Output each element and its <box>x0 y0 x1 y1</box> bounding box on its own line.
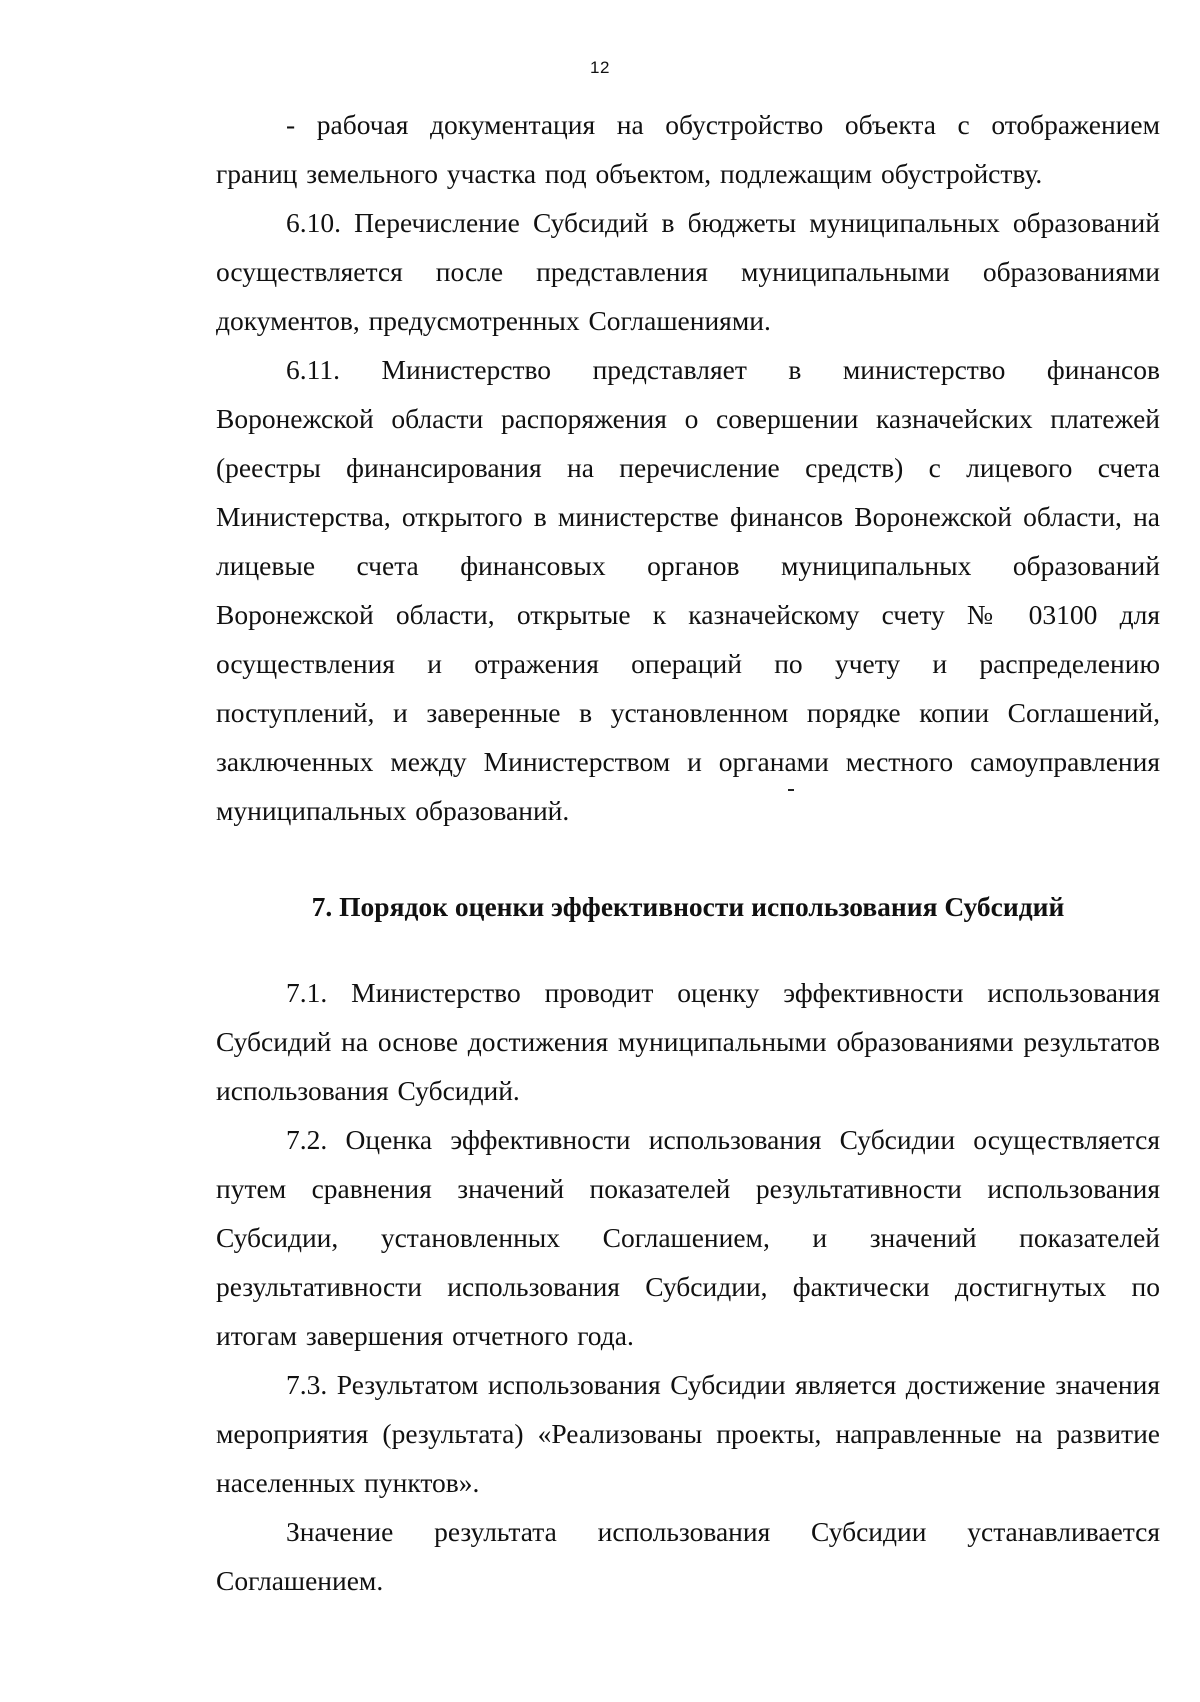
paragraph-6-11: 6.11. Министерство представляет в министерство финансов Воронежской области распоряжения о совершении казначейских платежей (реестры финансирования на перечисление средств) с лицевого счета Министерства, открытого в министерстве финансов Воронежской области, на лицевые счета финансовых органов муниципальных образований Воронежской области, открытые к казначейскому счету № 03100 для осуществления и отражения операций по учету и распределению поступлений, и заверенные в установленном порядке копии Соглашений, заключенных между Министерством и органами местного самоуправления муниципальных образований. <box>216 354 1160 826</box>
paragraph-7-3: 7.3. Результатом использования Субсидии является достижение значения мероприятия (результата) «Реализованы проекты, направленные на развитие населенных пунктов». <box>216 1369 1160 1498</box>
scan-artifact-mark <box>788 789 794 791</box>
paragraph-6-10: 6.10. Перечисление Субсидий в бюджеты муниципальных образований осуществляется после представления муниципальными образованиями документов, предусмотренных Соглашениями. <box>216 207 1160 336</box>
document-body <box>216 100 1160 1605</box>
page-number: 12 <box>590 58 610 77</box>
section-heading: 7. Порядок оценки эффективности использования Субсидий <box>311 891 1065 922</box>
paragraph-7-2: 7.2. Оценка эффективности использования Субсидии осуществляется путем сравнения значений показателей результативности использования Субсидии, установленных Соглашением, и значений показателей результативности использования Субсидии, фактически достигнутых по итогам завершения отчетного года. <box>216 1124 1160 1351</box>
paragraph-working-documentation: - рабочая документация на обустройство объекта с отображением границ земельного участка под объектом, подлежащим обустройству. <box>216 109 1160 189</box>
paragraph-result-value: Значение результата использования Субсидии устанавливается Соглашением. <box>216 1516 1160 1596</box>
paragraph-7-1: 7.1. Министерство проводит оценку эффективности использования Субсидий на основе достижения муниципальными образованиями результатов использования Субсидий. <box>216 977 1160 1106</box>
